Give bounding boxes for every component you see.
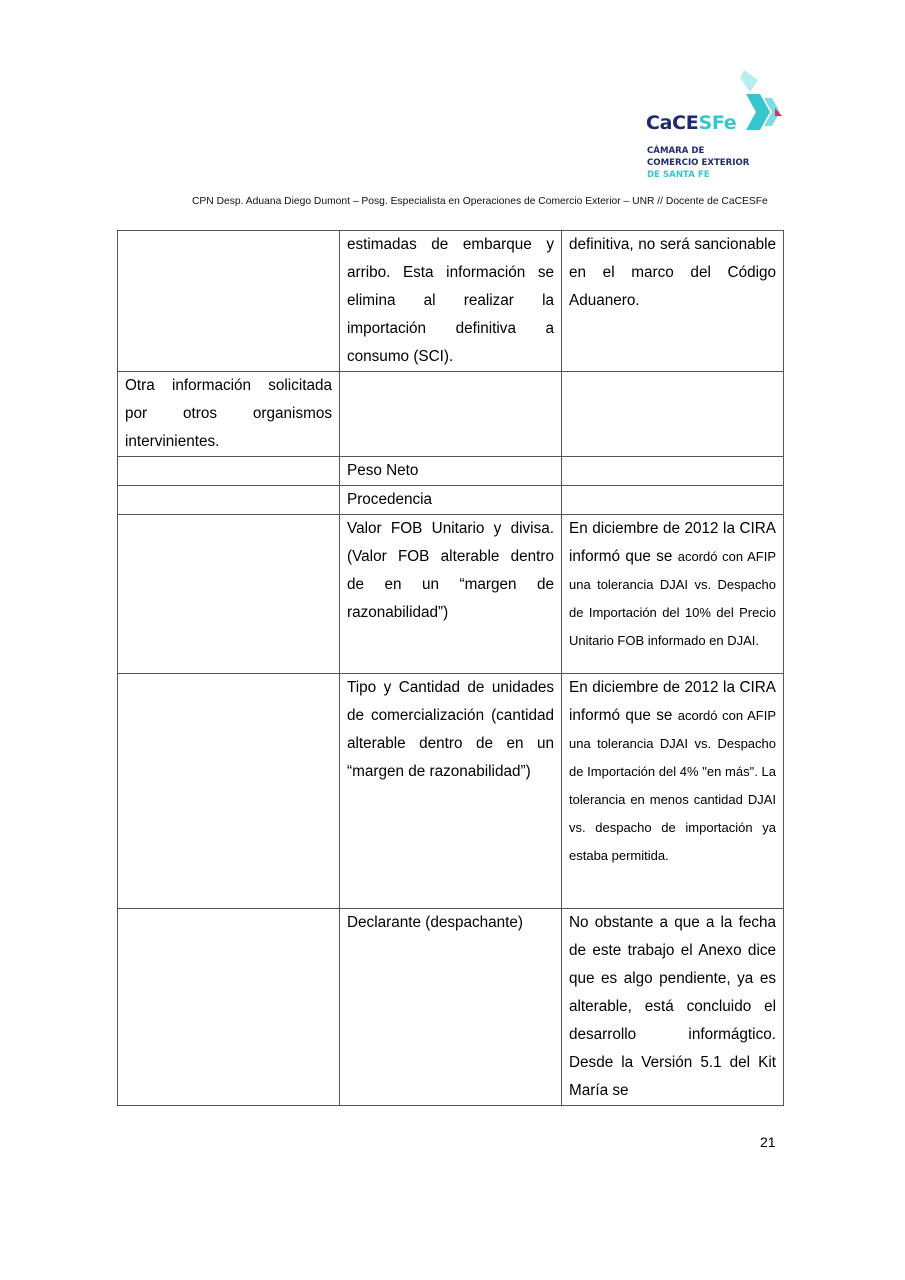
table-row xyxy=(118,909,784,1106)
table-cell xyxy=(118,515,340,674)
table-cell xyxy=(118,457,340,486)
table-cell: Declarante (despachante) xyxy=(340,909,562,1106)
cacesfe-logo xyxy=(646,68,786,188)
page-header-text: CPN Desp. Aduana Diego Dumont – Posg. Especialista en Operaciones de Comercio Exterior – UNR // Docente de CaCESFe xyxy=(192,196,768,207)
table-cell xyxy=(562,674,784,909)
table-row xyxy=(118,231,784,372)
table-cell: Peso Neto xyxy=(340,457,562,486)
table-row xyxy=(118,372,784,457)
cell-text-small: acordó con AFIP una tolerancia DJAI vs. Despacho de Importación del 10% del Precio Unitario FOB informado en DJAI. xyxy=(569,549,777,648)
table-cell: Otra información solicitada por otros organismos intervinientes. xyxy=(118,372,340,457)
cell-text: En diciembre de 2012 la CIRA informó que se xyxy=(569,520,776,565)
table-cell xyxy=(118,674,340,909)
table-cell xyxy=(562,515,784,674)
table-cell: Procedencia xyxy=(340,486,562,515)
table-row xyxy=(118,486,784,515)
logo-wordmark: CaCESFe xyxy=(646,112,737,134)
table-cell xyxy=(340,372,562,457)
table-cell xyxy=(118,909,340,1106)
table-cell xyxy=(562,486,784,515)
table-cell: Tipo y Cantidad de unidades de comercialización (cantidad alterable dentro de en un “margen de razonabilidad”) xyxy=(340,674,562,909)
chevron-logo-icon xyxy=(738,68,784,134)
table-cell xyxy=(118,231,340,372)
table-cell: No obstante a que a la fecha de este trabajo el Anexo dice que es algo pendiente, ya es alterable, está concluido el desarrollo informágtico. Desde la Versión 5.1 del Kit María se xyxy=(562,909,784,1106)
table-cell xyxy=(562,457,784,486)
logo-subtitle: CÁMARA DE COMERCIO EXTERIOR DE SANTA FE xyxy=(647,146,750,180)
table-row xyxy=(118,674,784,909)
table-cell: Valor FOB Unitario y divisa. (Valor FOB alterable dentro de en un “margen de razonabilidad”) xyxy=(340,515,562,674)
table-row xyxy=(118,515,784,674)
page-number: 21 xyxy=(760,1134,776,1150)
cell-text-small: acordó con AFIP una tolerancia DJAI vs. Despacho de Importación del 4% "en más". La tolerancia en menos cantidad DJAI vs. despacho de importación ya estaba permitida. xyxy=(569,708,777,863)
cell-text: En diciembre de 2012 la CIRA informó que se xyxy=(569,679,776,724)
table-row xyxy=(118,457,784,486)
table-cell: definitiva, no será sancionable en el marco del Código Aduanero. xyxy=(562,231,784,372)
table-cell xyxy=(118,486,340,515)
table-cell: estimadas de embarque y arribo. Esta información se elimina al realizar la importación definitiva a consumo (SCI). xyxy=(340,231,562,372)
document-table xyxy=(117,230,784,1106)
table-cell xyxy=(562,372,784,457)
